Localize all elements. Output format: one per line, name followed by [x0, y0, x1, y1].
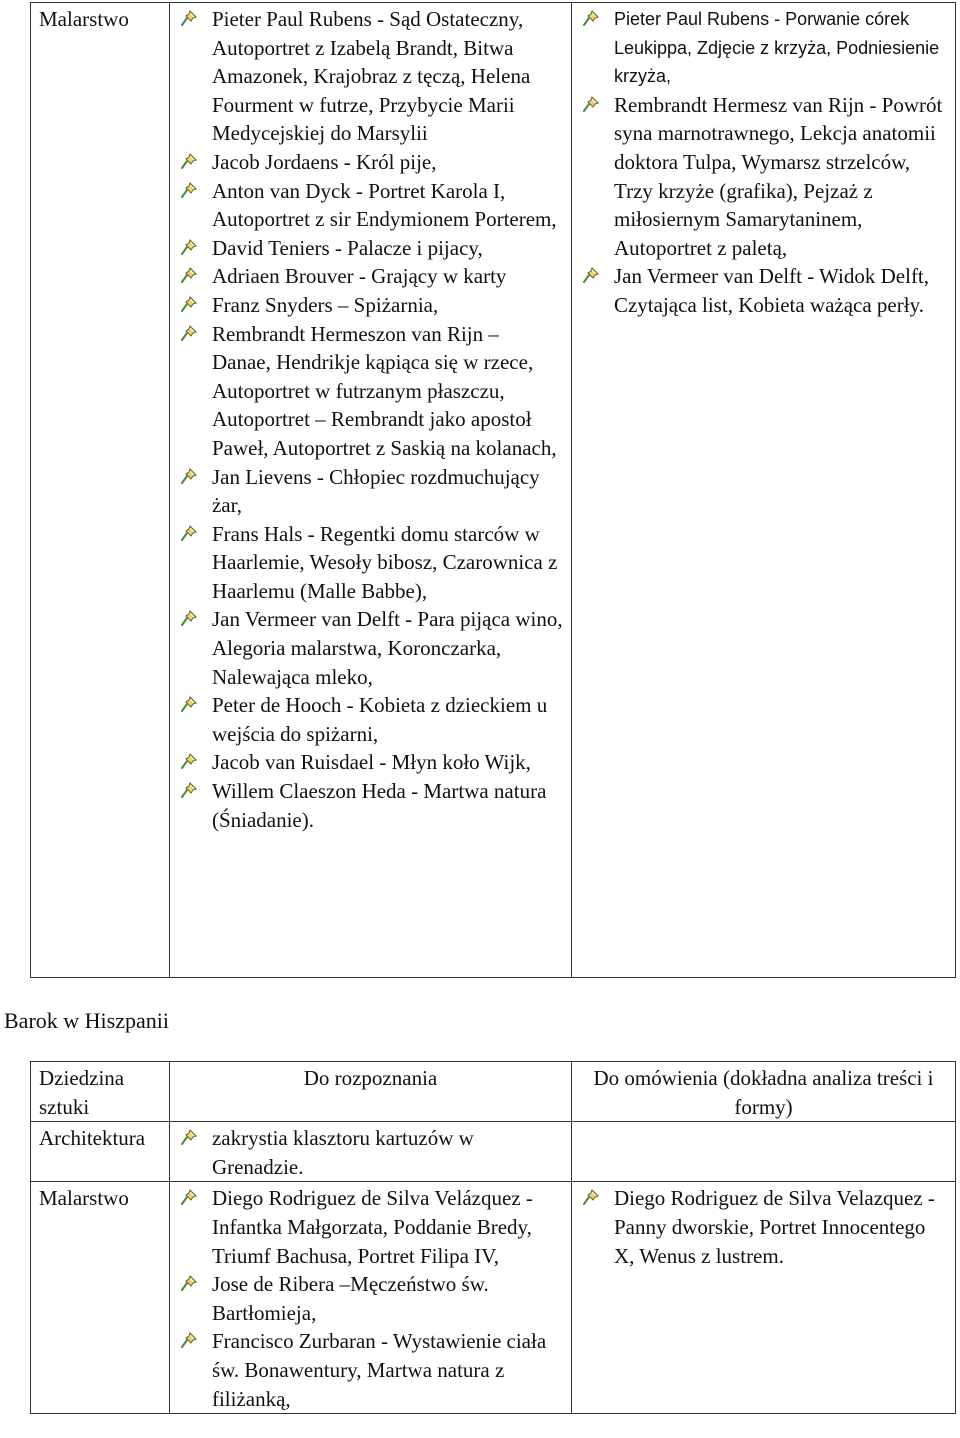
baroque-spain-table	[30, 1061, 956, 1414]
pushpin-bullet-icon	[583, 96, 599, 112]
list-item: Willem Claeszon Heda - Martwa natura (Śniadanie).	[178, 777, 563, 834]
discuss-list	[580, 5, 947, 320]
list-item: Peter de Hooch - Kobieta z dzieckiem u wejścia do spiżarni,	[178, 691, 563, 748]
recognize-list	[178, 1184, 563, 1413]
list-item: Jacob van Ruisdael - Młyn koło Wijk,	[178, 748, 563, 777]
list-item: Frans Hals - Regentki domu starców w Haarlemie, Wesoły bibosz, Czarownica z Haarlemu (Malle Babbe),	[178, 520, 563, 606]
header-recognize: Do rozpoznania	[169, 1062, 571, 1122]
pushpin-bullet-icon	[181, 782, 197, 798]
baroque-netherlands-table	[30, 2, 956, 978]
painting-row	[31, 1182, 956, 1414]
pushpin-bullet-icon	[181, 525, 197, 541]
recognize-cell	[169, 1182, 571, 1414]
pushpin-bullet-icon	[181, 296, 197, 312]
list-item: Pieter Paul Rubens - Porwanie córek Leukippa, Zdjęcie z krzyża, Podniesienie krzyża,	[580, 5, 947, 91]
recognize-list	[178, 1124, 563, 1181]
discuss-cell	[571, 3, 955, 978]
pushpin-bullet-icon	[181, 1189, 197, 1205]
painting-row	[31, 3, 956, 978]
field-cell	[31, 3, 170, 978]
header-discuss: Do omówienia (dokładna analiza treści i formy)	[571, 1062, 955, 1122]
list-item: zakrystia klasztoru kartuzów w Grenadzie.	[178, 1124, 563, 1181]
list-item: Anton van Dyck - Portret Karola I, Autoportret z sir Endymionem Porterem,	[178, 177, 563, 234]
header-field: Dziedzina sztuki	[31, 1062, 170, 1122]
list-item: Rembrandt Hermesz van Rijn - Powrót syna marnotrawnego, Lekcja anatomii doktora Tulpa, Wymarsz strzelców, Trzy krzyże (grafika), Pejzaż z miłosiernym Samarytaninem, Autoportret z paletą,	[580, 91, 947, 263]
recognize-cell	[169, 3, 571, 978]
list-item: Jan Lievens - Chłopiec rozdmuchujący żar,	[178, 463, 563, 520]
architecture-row	[31, 1122, 956, 1182]
pushpin-bullet-icon	[181, 1129, 197, 1145]
pushpin-bullet-icon	[583, 1189, 599, 1205]
pushpin-bullet-icon	[181, 10, 197, 26]
recognize-cell	[169, 1122, 571, 1182]
pushpin-bullet-icon	[181, 610, 197, 626]
list-item: Jose de Ribera –Męczeństwo św. Bartłomieja,	[178, 1270, 563, 1327]
pushpin-bullet-icon	[181, 696, 197, 712]
list-item: Pieter Paul Rubens - Sąd Ostateczny, Autoportret z Izabelą Brandt, Bitwa Amazonek, Krajobraz z tęczą, Helena Fourment w futrze, Przybycie Marii Medycejskiej do Marsylii	[178, 5, 563, 148]
list-item: Adriaen Brouver - Grający w karty	[178, 262, 563, 291]
pushpin-bullet-icon	[181, 753, 197, 769]
pushpin-bullet-icon	[583, 267, 599, 283]
discuss-list	[580, 1184, 947, 1270]
list-item: Franz Snyders – Spiżarnia,	[178, 291, 563, 320]
recognize-list	[178, 5, 563, 834]
pushpin-bullet-icon	[181, 1332, 197, 1348]
field-cell: Malarstwo	[31, 1182, 170, 1414]
list-item: David Teniers - Palacze i pijacy,	[178, 234, 563, 263]
pushpin-bullet-icon	[583, 10, 599, 26]
list-item: Jan Vermeer van Delft - Para pijąca wino, Alegoria malarstwa, Koronczarka, Nalewająca mleko,	[178, 605, 563, 691]
list-item: Diego Rodriguez de Silva Velazquez - Panny dworskie, Portret Innocentego X, Wenus z lustrem.	[580, 1184, 947, 1270]
pushpin-bullet-icon	[181, 182, 197, 198]
discuss-cell	[571, 1182, 955, 1414]
field-label: Malarstwo	[39, 7, 129, 31]
pushpin-bullet-icon	[181, 1275, 197, 1291]
list-item: Francisco Zurbaran - Wystawienie ciała św. Bonawentury, Martwa natura z filiżanką,	[178, 1327, 563, 1413]
pushpin-bullet-icon	[181, 468, 197, 484]
list-item: Jacob Jordaens - Król pije,	[178, 148, 563, 177]
list-item: Diego Rodriguez de Silva Velázquez - Infantka Małgorzata, Poddanie Bredy, Triumf Bachusa, Portret Filipa IV,	[178, 1184, 563, 1270]
list-item: Jan Vermeer van Delft - Widok Delft, Czytająca list, Kobieta ważąca perły.	[580, 262, 947, 319]
header-row	[31, 1062, 956, 1122]
pushpin-bullet-icon	[181, 325, 197, 341]
section-heading: Barok w Hiszpanii	[4, 1008, 169, 1033]
discuss-cell	[571, 1122, 955, 1182]
pushpin-bullet-icon	[181, 153, 197, 169]
pushpin-bullet-icon	[181, 267, 197, 283]
list-item: Rembrandt Hermeszon van Rijn – Danae, Hendrikje kąpiąca się w rzece, Autoportret w futrzanym płaszczu, Autoportret – Rembrandt jako apostoł Paweł, Autoportret z Saskią na kolanach,	[178, 320, 563, 463]
pushpin-bullet-icon	[181, 239, 197, 255]
field-cell: Architektura	[31, 1122, 170, 1182]
